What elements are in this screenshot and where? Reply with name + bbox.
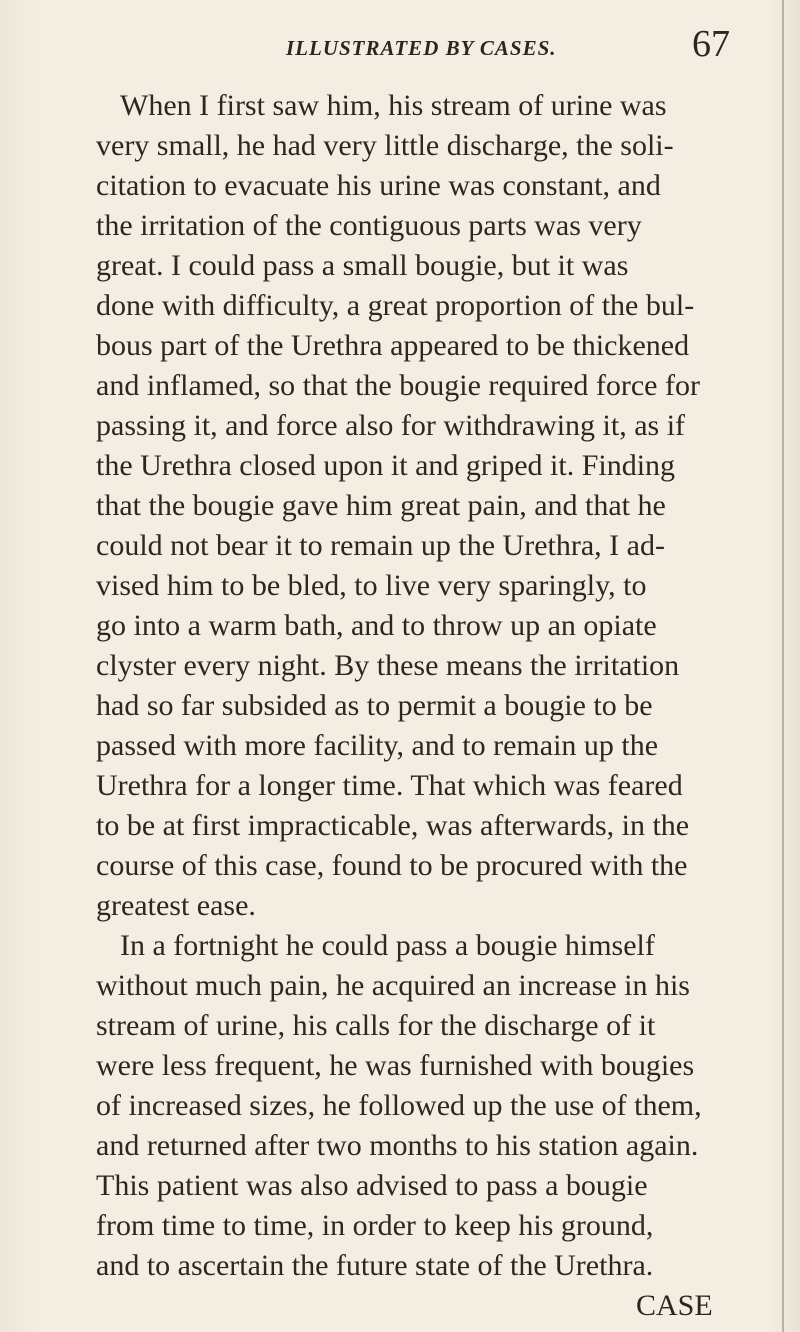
text-line: passing it, and force also for withdrawing it, as if (96, 409, 686, 442)
text-line: done with difficulty, a great proportion of the bul- (96, 289, 695, 322)
text-line: course of this case, found to be procured with the (96, 849, 688, 882)
text-line: clyster every night. By these means the irritation (96, 649, 680, 682)
catchword: CASE (636, 1289, 713, 1322)
text-line: vised him to be bled, to live very sparingly, to (96, 569, 647, 602)
text-line: of increased sizes, he followed up the use of them, (96, 1089, 702, 1122)
text-line: greatest ease. (96, 889, 256, 922)
page-edge-shadow (782, 0, 784, 1332)
text-line: to be at first impracticable, was afterwards, in the (96, 809, 690, 842)
text-line: passed with more facility, and to remain up the (96, 729, 659, 762)
text-line: When I first saw him, his stream of urine was (120, 89, 667, 122)
text-line: that the bougie gave him great pain, and that he (96, 489, 666, 522)
text-line: and to ascertain the future state of the Urethra. (96, 1249, 654, 1282)
text-line: could not bear it to remain up the Urethra, I ad- (96, 529, 665, 562)
text-line: and inflamed, so that the bougie required force for (96, 369, 700, 402)
text-line: stream of urine, his calls for the discharge of it (96, 1009, 656, 1042)
text-line: the Urethra closed upon it and griped it. Finding (96, 449, 676, 482)
text-line: great. I could pass a small bougie, but it was (96, 249, 629, 282)
text-line: and returned after two months to his station again. (96, 1129, 699, 1162)
text-line: very small, he had very little discharge, the soli- (96, 129, 674, 162)
text-line: were less frequent, he was furnished with bougies (96, 1049, 695, 1082)
text-line: had so far subsided as to permit a bougie to be (96, 689, 653, 722)
text-line: go into a warm bath, and to throw up an opiate (96, 609, 657, 642)
text-line: bous part of the Urethra appeared to be thickened (96, 329, 690, 362)
text-line: In a fortnight he could pass a bougie himself (120, 929, 655, 962)
text-line: This patient was also advised to pass a bougie (96, 1169, 648, 1202)
page-number: 67 (692, 23, 730, 65)
text-line: Urethra for a longer time. That which was feared (96, 769, 683, 802)
text-line: from time to time, in order to keep his ground, (96, 1209, 654, 1242)
text-line: without much pain, he acquired an increase in his (96, 969, 690, 1002)
text-line: citation to evacuate his urine was constant, and (96, 169, 661, 202)
text-line: the irritation of the contiguous parts was very (96, 209, 642, 242)
running-head: ILLUSTRATED BY CASES. (286, 36, 557, 60)
